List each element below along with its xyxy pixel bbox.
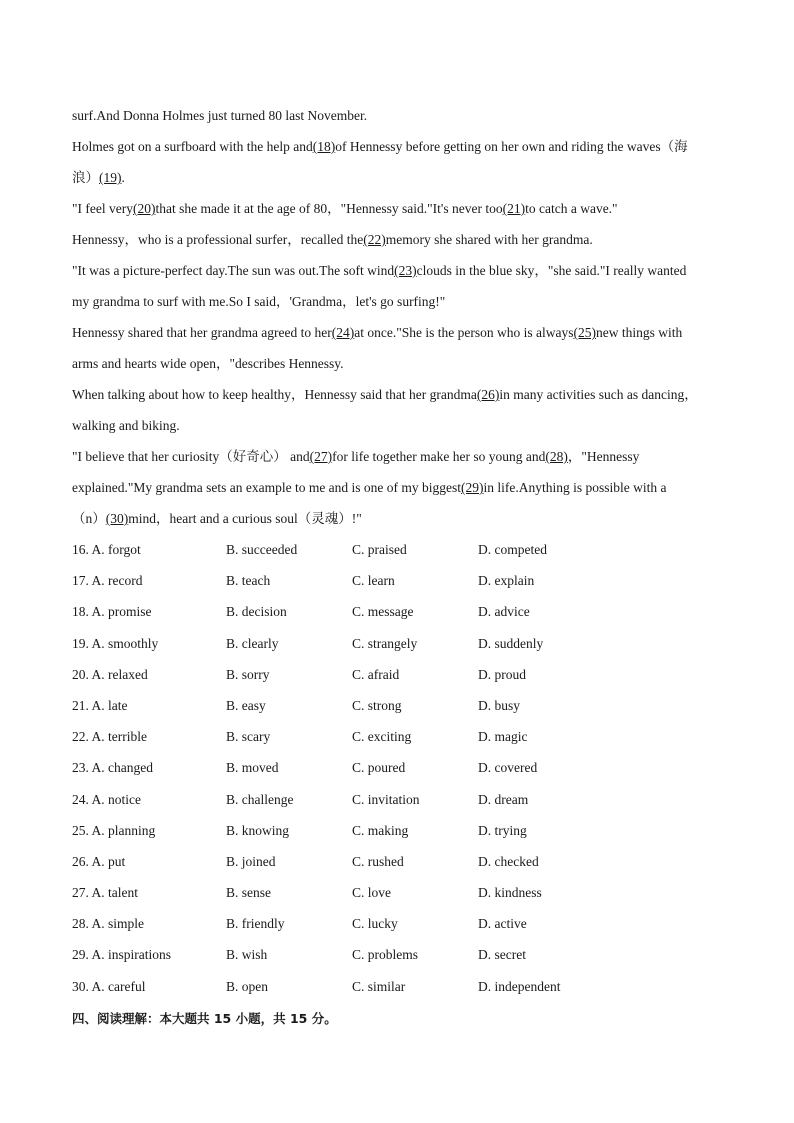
- option-a: 26. A. put: [72, 853, 126, 869]
- option-a: 21. A. late: [72, 697, 128, 713]
- passage-text: "I feel very: [72, 201, 133, 216]
- passage-text: my grandma to surf with me.So I said，'Grandma，let's go surfing!": [72, 294, 446, 309]
- option-b: B. teach: [226, 573, 271, 589]
- question-row: [72, 659, 720, 690]
- option-d: D. active: [478, 916, 527, 932]
- option-d: D. competed: [478, 542, 547, 557]
- option-d: D. suddenly: [478, 635, 544, 651]
- blank-marker: (22): [363, 232, 386, 247]
- option-a: 16. A. forgot: [72, 542, 141, 557]
- option-b: B. moved: [226, 760, 279, 776]
- passage-text: of Hennessy before getting on her own and riding the waves（海: [335, 139, 688, 154]
- blank-marker: (30): [105, 511, 129, 526]
- question-row: [72, 565, 720, 596]
- passage-line: [72, 379, 720, 410]
- option-a: 30. A. careful: [72, 978, 146, 994]
- option-b: B. knowing: [226, 822, 290, 838]
- option-a: 25. A. planning: [72, 822, 156, 838]
- blank-marker: (19): [99, 170, 122, 185]
- passage-text: to catch a wave.": [525, 201, 618, 216]
- passage-line: [72, 193, 720, 224]
- passage-text: new things with: [596, 325, 683, 340]
- option-d: D. dream: [478, 791, 529, 807]
- blank-marker: (27): [309, 449, 333, 464]
- passage-text: "It was a picture-perfect day.The sun was out.The soft wind: [72, 263, 395, 278]
- question-row: [72, 815, 720, 846]
- passage-text: Hennessy，who is a professional surfer，recalled the: [72, 232, 364, 247]
- option-b: B. open: [226, 978, 268, 994]
- option-d: D. kindness: [478, 885, 542, 901]
- passage-line: [72, 100, 720, 131]
- option-b: B. challenge: [226, 791, 294, 807]
- question-row: [72, 752, 720, 783]
- option-b: B. succeeded: [226, 542, 298, 557]
- option-d: D. covered: [478, 760, 538, 776]
- option-c: C. problems: [352, 947, 418, 963]
- blank-marker: (28): [545, 449, 568, 464]
- option-c: C. poured: [352, 760, 406, 776]
- option-b: B. clearly: [226, 635, 279, 651]
- section-heading: 四、阅读理解：本大题共 15 小题，共 15 分。: [72, 1010, 337, 1026]
- passage-text: in many activities such as dancing，: [499, 387, 698, 402]
- passage-line: [72, 131, 720, 162]
- option-a: 18. A. promise: [72, 604, 152, 620]
- option-c: C. exciting: [352, 729, 412, 745]
- option-a: 28. A. simple: [72, 916, 145, 932]
- passage-text: ，"Hennessy: [567, 449, 640, 464]
- question-row: [72, 596, 720, 627]
- passage-line: [72, 162, 720, 193]
- option-b: B. wish: [226, 947, 268, 963]
- option-b: B. sorry: [226, 666, 270, 682]
- passage-text: Hennessy shared that her grandma agreed to her: [72, 325, 332, 340]
- option-b: B. scary: [226, 729, 271, 745]
- option-d: D. independent: [478, 978, 561, 994]
- passage-line: [72, 255, 720, 286]
- option-d: D. checked: [478, 853, 539, 869]
- option-c: C. rushed: [352, 853, 404, 869]
- option-a: 27. A. talent: [72, 885, 138, 901]
- passage-text: Holmes got on a surfboard with the help and: [72, 139, 313, 154]
- passage-line: [72, 472, 720, 503]
- option-d: D. advice: [478, 604, 530, 620]
- blank-marker: (18): [312, 139, 336, 154]
- blank-marker: (23): [394, 263, 417, 278]
- question-row: [72, 846, 720, 877]
- blank-marker: (26): [476, 387, 500, 402]
- passage-text: When talking about how to keep healthy，Hennessy said that her grandma: [72, 387, 477, 402]
- option-d: D. busy: [478, 697, 521, 713]
- passage-line: [72, 503, 720, 534]
- option-c: C. making: [352, 822, 409, 838]
- question-row: [72, 971, 720, 1002]
- passage-line: [72, 441, 720, 472]
- option-c: C. message: [352, 604, 414, 620]
- cloze-passage: [72, 100, 720, 534]
- passage-text: arms and hearts wide open，"describes Hennessy.: [72, 356, 344, 371]
- question-list: [72, 534, 720, 1002]
- option-c: C. strong: [352, 697, 402, 713]
- question-row: [72, 721, 720, 752]
- question-row: [72, 908, 720, 939]
- option-b: B. decision: [226, 604, 287, 620]
- passage-line: [72, 348, 720, 379]
- option-a: 20. A. relaxed: [72, 666, 148, 682]
- passage-text: 浪）: [72, 170, 99, 185]
- passage-text: clouds in the blue sky，"she said."I really wanted: [416, 263, 687, 278]
- passage-line: [72, 317, 720, 348]
- blank-marker: (25): [573, 325, 596, 340]
- passage-line: [72, 224, 720, 255]
- passage-text: for life together make her so young and: [332, 449, 546, 464]
- option-b: B. friendly: [226, 916, 285, 932]
- option-b: B. easy: [226, 697, 266, 713]
- passage-line: [72, 410, 720, 441]
- option-d: D. proud: [478, 666, 526, 682]
- blank-marker: (20): [132, 201, 156, 216]
- passage-text: walking and biking.: [72, 418, 180, 433]
- option-d: D. explain: [478, 573, 535, 589]
- passage-text: （n）: [72, 511, 106, 526]
- option-d: D. secret: [478, 947, 526, 963]
- option-a: 22. A. terrible: [72, 729, 147, 745]
- option-d: D. trying: [478, 822, 527, 838]
- option-b: B. joined: [226, 853, 276, 869]
- option-b: B. sense: [226, 885, 271, 901]
- question-row: [72, 784, 720, 815]
- option-c: C. similar: [352, 978, 406, 994]
- question-row: [72, 939, 720, 970]
- question-row: [72, 534, 720, 565]
- passage-text: in life.Anything is possible with a: [483, 480, 667, 495]
- passage-text: "I believe that her curiosity（好奇心） and: [72, 449, 310, 464]
- option-c: C. lucky: [352, 916, 398, 932]
- passage-text: at once."She is the person who is always: [354, 325, 574, 340]
- passage-text: memory she shared with her grandma.: [385, 232, 593, 247]
- option-c: C. love: [352, 885, 391, 901]
- blank-marker: (21): [502, 201, 526, 216]
- question-row: [72, 877, 720, 908]
- passage-text: surf.And Donna Holmes just turned 80 last November.: [72, 108, 368, 123]
- option-a: 29. A. inspirations: [72, 947, 172, 963]
- option-a: 19. A. smoothly: [72, 635, 159, 651]
- passage-text: that she made it at the age of 80，"Hennessy said."It's never too: [155, 201, 503, 216]
- option-a: 23. A. changed: [72, 760, 153, 776]
- option-c: C. strangely: [352, 635, 418, 651]
- blank-marker: (29): [461, 480, 484, 495]
- passage-text: mind，heart and a curious soul（灵魂）!": [128, 511, 362, 526]
- passage-line: [72, 286, 720, 317]
- option-c: C. invitation: [352, 791, 420, 807]
- option-c: C. praised: [352, 542, 407, 557]
- blank-marker: (24): [331, 325, 355, 340]
- question-row: [72, 628, 720, 659]
- option-c: C. learn: [352, 573, 395, 589]
- option-a: 17. A. record: [72, 573, 143, 589]
- question-row: [72, 690, 720, 721]
- option-d: D. magic: [478, 729, 528, 745]
- option-c: C. afraid: [352, 666, 400, 682]
- option-a: 24. A. notice: [72, 791, 141, 807]
- passage-text: .: [121, 170, 125, 185]
- document-page: [72, 100, 720, 1034]
- passage-text: explained."My grandma sets an example to me and is one of my biggest: [72, 480, 462, 495]
